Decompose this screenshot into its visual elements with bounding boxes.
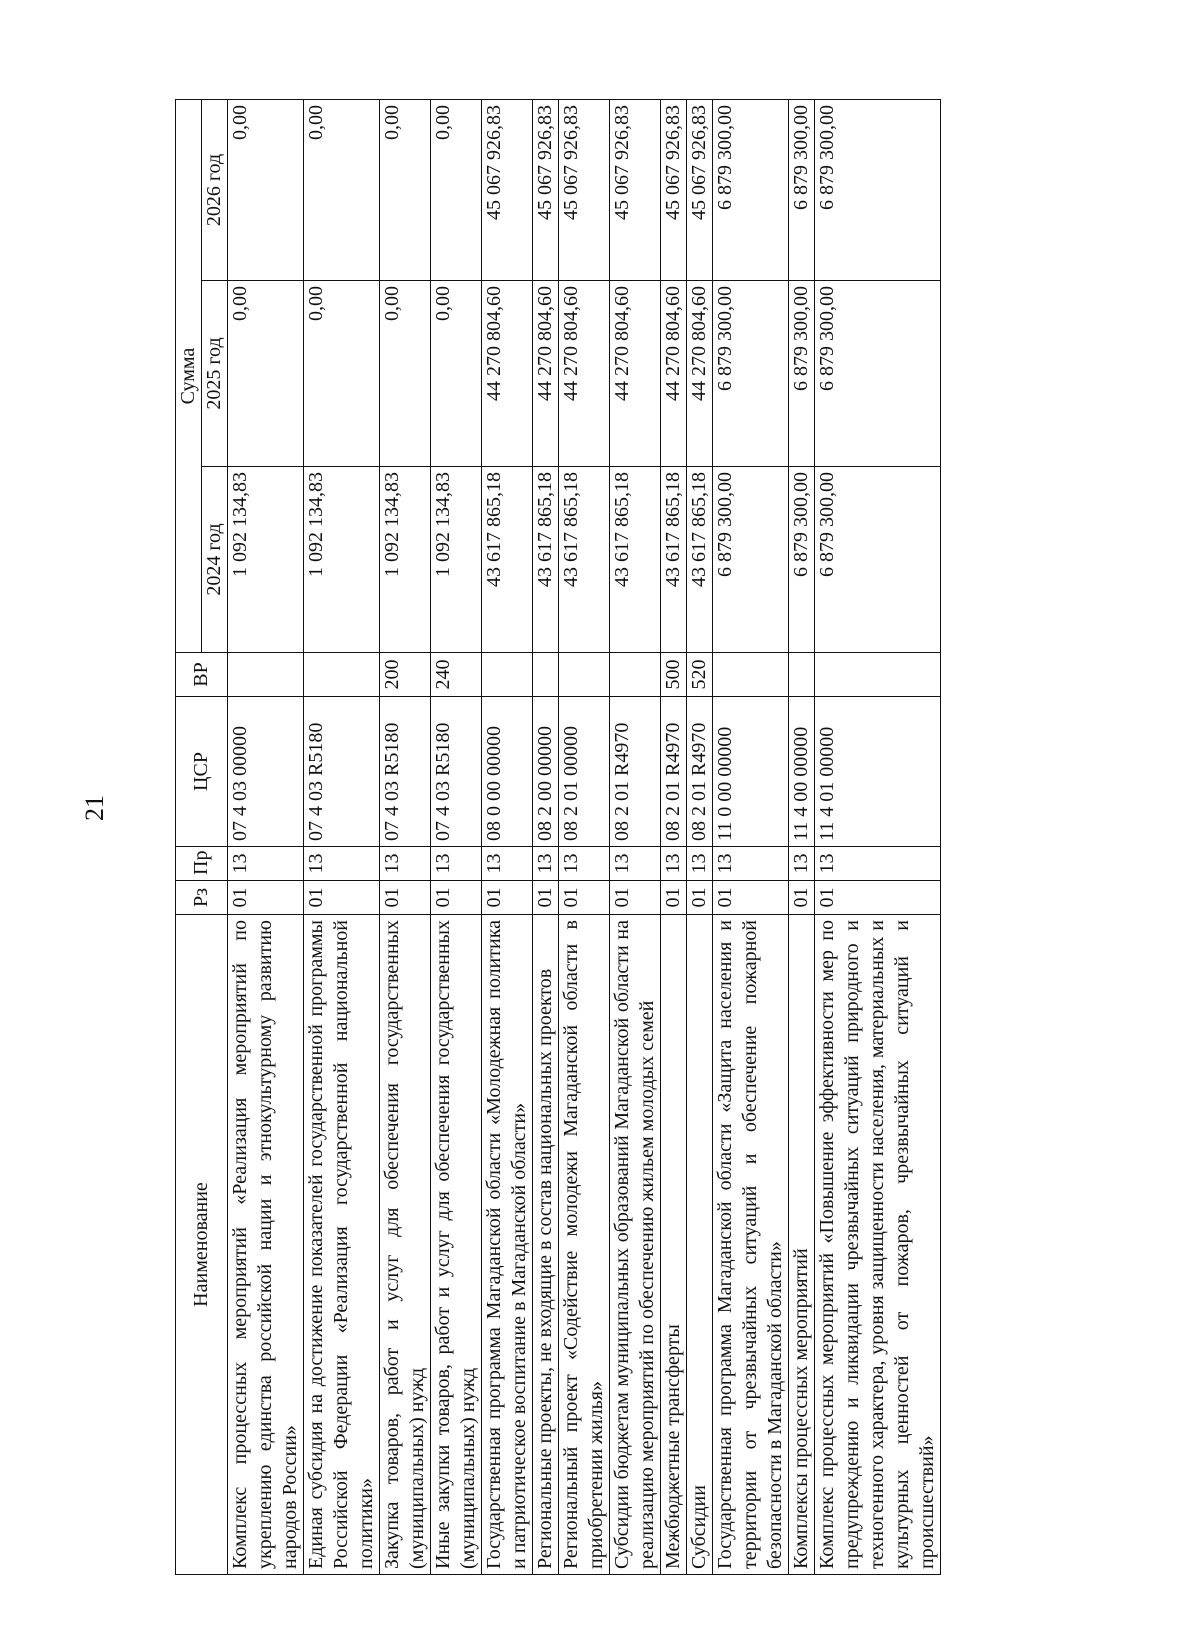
table-row	[559, 100, 610, 1575]
row-pr: 13	[559, 847, 610, 881]
row-vr	[482, 653, 533, 697]
row-csr: 08 0 00 00000	[482, 697, 533, 847]
table-row	[713, 100, 789, 1575]
row-name: Государственная программа Магаданской области «Молодежная политика и патриотическое воспитание в Магаданской области»	[482, 915, 533, 1575]
table-row	[610, 100, 661, 1575]
row-vr: 500	[661, 653, 687, 697]
row-vr	[228, 653, 304, 697]
row-csr: 11 4 01 00000	[815, 697, 941, 847]
row-rz: 01	[610, 881, 661, 915]
row-sum-2026: 0,00	[228, 100, 304, 281]
row-sum-2026: 45 067 926,83	[559, 100, 610, 281]
header-pr: Пр	[176, 847, 228, 881]
table-row	[533, 100, 559, 1575]
row-vr	[533, 653, 559, 697]
row-sum-2024: 43 617 865,18	[559, 467, 610, 653]
row-pr: 13	[431, 847, 482, 881]
row-rz: 01	[380, 881, 431, 915]
table-row	[380, 100, 431, 1575]
row-csr: 07 4 03 R5180	[380, 697, 431, 847]
row-sum-2026: 45 067 926,83	[687, 100, 713, 281]
page-number: 21	[80, 795, 109, 821]
row-sum-2026: 45 067 926,83	[610, 100, 661, 281]
row-sum-2024: 6 879 300,00	[815, 467, 941, 653]
header-csr: ЦСР	[176, 697, 228, 847]
row-csr: 11 0 00 00000	[713, 697, 789, 847]
row-sum-2025: 44 270 804,60	[687, 281, 713, 467]
row-sum-2026: 0,00	[304, 100, 380, 281]
row-name: Комплекс процессных мероприятий «Повышение эффективности мер по предупреждению и ликвидации чрезвычайных ситуаций природного и техногенного характера, уровня защищенности населения, материальных и культурных ценностей от пожаров, чрезвычайных ситуаций и происшествий»	[815, 915, 941, 1575]
row-name: Региональные проекты, не входящие в состав национальных проектов	[533, 915, 559, 1575]
row-vr	[304, 653, 380, 697]
row-sum-2024: 43 617 865,18	[533, 467, 559, 653]
row-sum-2025: 0,00	[228, 281, 304, 467]
row-pr: 13	[713, 847, 789, 881]
row-sum-2024: 43 617 865,18	[482, 467, 533, 653]
row-sum-2026: 0,00	[431, 100, 482, 281]
row-name: Субсидии бюджетам муниципальных образований Магаданской области на реализацию мероприятий по обеспечению жильем молодых семей	[610, 915, 661, 1575]
row-pr: 13	[533, 847, 559, 881]
row-sum-2026: 6 879 300,00	[815, 100, 941, 281]
row-rz: 01	[687, 881, 713, 915]
row-sum-2026: 0,00	[380, 100, 431, 281]
header-name: Наименование	[176, 915, 228, 1575]
row-sum-2025: 44 270 804,60	[482, 281, 533, 467]
row-csr: 07 4 03 R5180	[431, 697, 482, 847]
row-pr: 13	[789, 847, 815, 881]
row-name: Государственная программа Магаданской области «Защита населения и территории от чрезвычайных ситуаций и обеспечение пожарной безопасности в Магаданской области»	[713, 915, 789, 1575]
row-sum-2024: 6 879 300,00	[789, 467, 815, 653]
row-sum-2024: 43 617 865,18	[610, 467, 661, 653]
row-rz: 01	[482, 881, 533, 915]
table-row	[661, 100, 687, 1575]
row-rz: 01	[789, 881, 815, 915]
row-rz: 01	[431, 881, 482, 915]
row-sum-2025: 44 270 804,60	[661, 281, 687, 467]
header-year-2024: 2024 год	[202, 467, 228, 653]
row-rz: 01	[815, 881, 941, 915]
row-rz: 01	[559, 881, 610, 915]
header-year-2025: 2025 год	[202, 281, 228, 467]
row-sum-2026: 6 879 300,00	[713, 100, 789, 281]
row-csr: 07 4 03 R5180	[304, 697, 380, 847]
row-sum-2025: 44 270 804,60	[610, 281, 661, 467]
row-vr	[610, 653, 661, 697]
row-vr	[815, 653, 941, 697]
row-pr: 13	[815, 847, 941, 881]
row-sum-2025: 44 270 804,60	[533, 281, 559, 467]
row-rz: 01	[533, 881, 559, 915]
row-name: Субсидии	[687, 915, 713, 1575]
table-row	[304, 100, 380, 1575]
table-row	[789, 100, 815, 1575]
row-pr: 13	[610, 847, 661, 881]
table-row	[482, 100, 533, 1575]
table-row	[431, 100, 482, 1575]
row-vr: 240	[431, 653, 482, 697]
row-sum-2024: 6 879 300,00	[713, 467, 789, 653]
row-sum-2025: 0,00	[304, 281, 380, 467]
row-rz: 01	[228, 881, 304, 915]
row-vr	[789, 653, 815, 697]
row-rz: 01	[713, 881, 789, 915]
row-sum-2026: 45 067 926,83	[661, 100, 687, 281]
table-body	[228, 100, 941, 1575]
table-row	[228, 100, 304, 1575]
row-sum-2026: 45 067 926,83	[533, 100, 559, 281]
row-csr: 08 2 00 00000	[533, 697, 559, 847]
row-vr: 200	[380, 653, 431, 697]
row-sum-2025: 6 879 300,00	[789, 281, 815, 467]
row-vr: 520	[687, 653, 713, 697]
header-year-2026: 2026 год	[202, 100, 228, 281]
row-sum-2025: 6 879 300,00	[815, 281, 941, 467]
row-sum-2025: 0,00	[431, 281, 482, 467]
row-pr: 13	[687, 847, 713, 881]
row-name: Иные закупки товаров, работ и услуг для обеспечения государственных (муниципальных) нужд	[431, 915, 482, 1575]
row-vr	[559, 653, 610, 697]
row-sum-2025: 6 879 300,00	[713, 281, 789, 467]
row-sum-2024: 43 617 865,18	[687, 467, 713, 653]
header-sum: Сумма	[176, 100, 202, 653]
row-csr: 08 2 01 R4970	[610, 697, 661, 847]
row-csr: 08 2 01 00000	[559, 697, 610, 847]
row-sum-2026: 45 067 926,83	[482, 100, 533, 281]
row-name: Комплексы процессных мероприятий	[789, 915, 815, 1575]
row-pr: 13	[228, 847, 304, 881]
budget-table	[175, 99, 941, 1575]
header-rz: Рз	[176, 881, 228, 915]
budget-table-rotated	[175, 100, 1075, 1575]
row-name: Комплекс процессных мероприятий «Реализация мероприятий по укреплению единства российской нации и этнокультурному развитию народов России»	[228, 915, 304, 1575]
row-sum-2024: 1 092 134,83	[431, 467, 482, 653]
row-sum-2024: 1 092 134,83	[304, 467, 380, 653]
row-name: Единая субсидия на достижение показателей государственной программы Российской Федерации «Реализация государственной национальной политики»	[304, 915, 380, 1575]
row-sum-2025: 0,00	[380, 281, 431, 467]
table-row	[687, 100, 713, 1575]
row-name: Межбюджетные трансферты	[661, 915, 687, 1575]
table-row	[815, 100, 941, 1575]
row-sum-2024: 1 092 134,83	[380, 467, 431, 653]
row-name: Региональный проект «Содействие молодежи Магаданской области в приобретении жилья»	[559, 915, 610, 1575]
row-sum-2024: 43 617 865,18	[661, 467, 687, 653]
row-name: Закупка товаров, работ и услуг для обеспечения государственных (муниципальных) нужд	[380, 915, 431, 1575]
row-sum-2025: 44 270 804,60	[559, 281, 610, 467]
row-pr: 13	[482, 847, 533, 881]
row-csr: 08 2 01 R4970	[661, 697, 687, 847]
row-pr: 13	[304, 847, 380, 881]
row-pr: 13	[380, 847, 431, 881]
row-csr: 11 4 00 00000	[789, 697, 815, 847]
row-csr: 08 2 01 R4970	[687, 697, 713, 847]
row-vr	[713, 653, 789, 697]
row-sum-2026: 6 879 300,00	[789, 100, 815, 281]
row-rz: 01	[661, 881, 687, 915]
header-row-1	[176, 100, 202, 1575]
row-csr: 07 4 03 00000	[228, 697, 304, 847]
row-pr: 13	[661, 847, 687, 881]
header-vr: ВР	[176, 653, 228, 697]
row-sum-2024: 1 092 134,83	[228, 467, 304, 653]
row-rz: 01	[304, 881, 380, 915]
